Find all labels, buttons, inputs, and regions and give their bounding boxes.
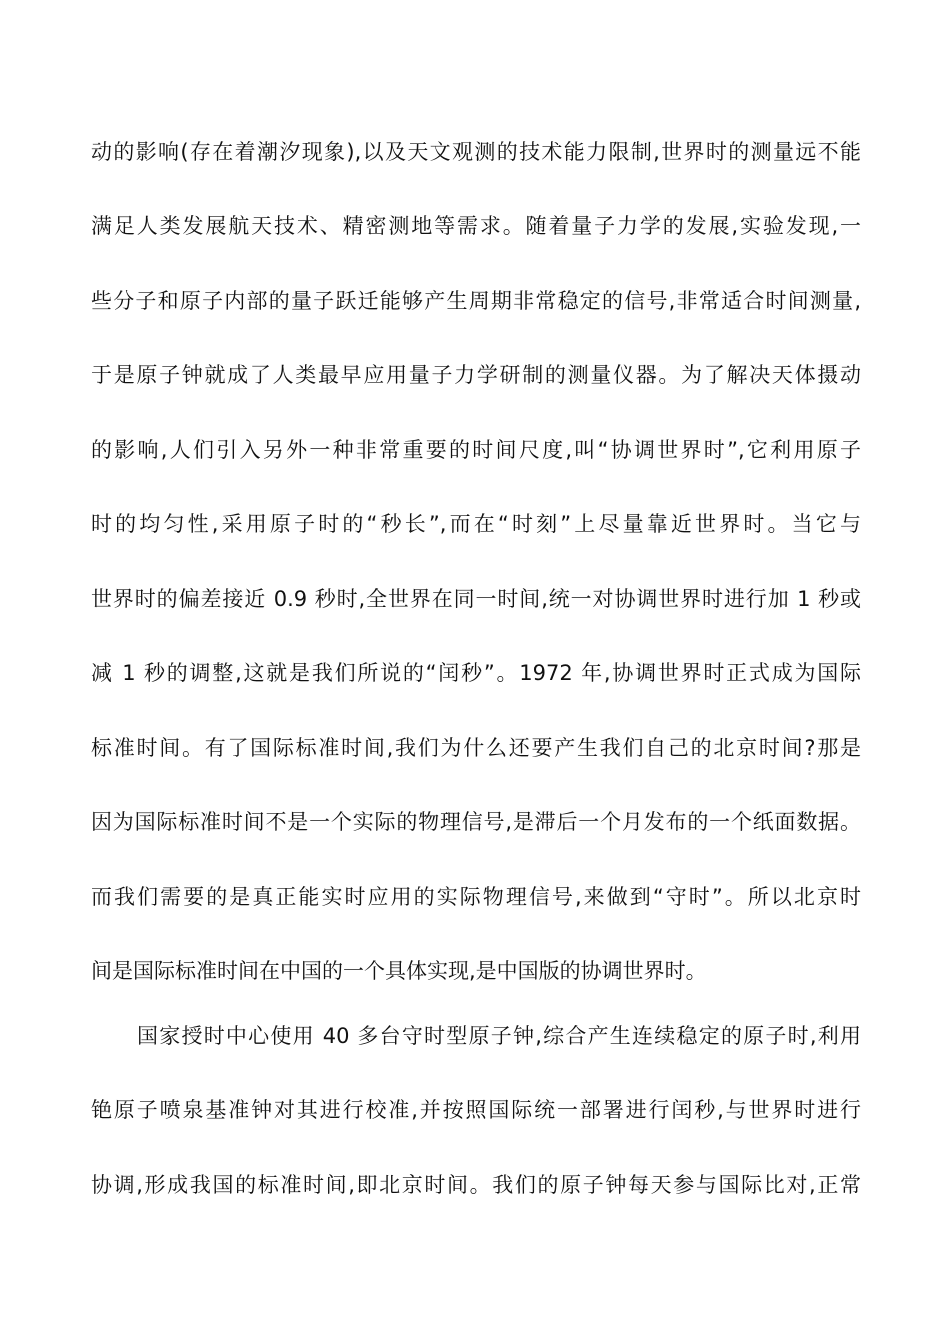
text-line-4: 于是原子钟就成了人类最早应用量子力学研制的测量仪器。为了解决天体摄动 [91,363,861,387]
text-line-14: 铯原子喷泉基准钟对其进行校准,并按照国际统一部署进行闰秒,与世界时进行 [91,1098,861,1122]
text-line-7: 世界时的偏差接近 0.9 秒时,全世界在同一时间,统一对协调世界时进行加 1 秒或 [91,587,861,611]
text-line-12: 间是国际标准时间在中国的一个具体实现,是中国版的协调世界时。 [91,959,707,983]
text-line-3: 些分子和原子内部的量子跃迁能够产生周期非常稳定的信号,非常适合时间测量, [91,289,861,313]
text-line-8: 减 1 秒的调整,这就是我们所说的“闰秒”。1972 年,协调世界时正式成为国际 [91,661,861,685]
text-line-5: 的影响,人们引入另外一种非常重要的时间尺度,叫“协调世界时”,它利用原子 [91,438,861,462]
text-line-11: 而我们需要的是真正能实时应用的实际物理信号,来做到“守时”。所以北京时 [91,885,861,909]
text-line-15: 协调,形成我国的标准时间,即北京时间。我们的原子钟每天参与国际比对,正常 [91,1173,861,1197]
text-line-6: 时的均匀性,采用原子时的“秒长”,而在“时刻”上尽量靠近世界时。当它与 [91,512,861,536]
text-line-10: 因为国际标准时间不是一个实际的物理信号,是滞后一个月发布的一个纸面数据。 [91,810,861,834]
text-line-2: 满足人类发展航天技术、精密测地等需求。随着量子力学的发展,实验发现,一 [91,214,861,238]
text-line-13: 国家授时中心使用 40 多台守时型原子钟,综合产生连续稳定的原子时,利用 [137,1024,861,1048]
text-line-1: 动的影响(存在着潮汐现象),以及天文观测的技术能力限制,世界时的测量远不能 [91,140,861,164]
text-line-9: 标准时间。有了国际标准时间,我们为什么还要产生我们自己的北京时间?那是 [91,736,861,760]
